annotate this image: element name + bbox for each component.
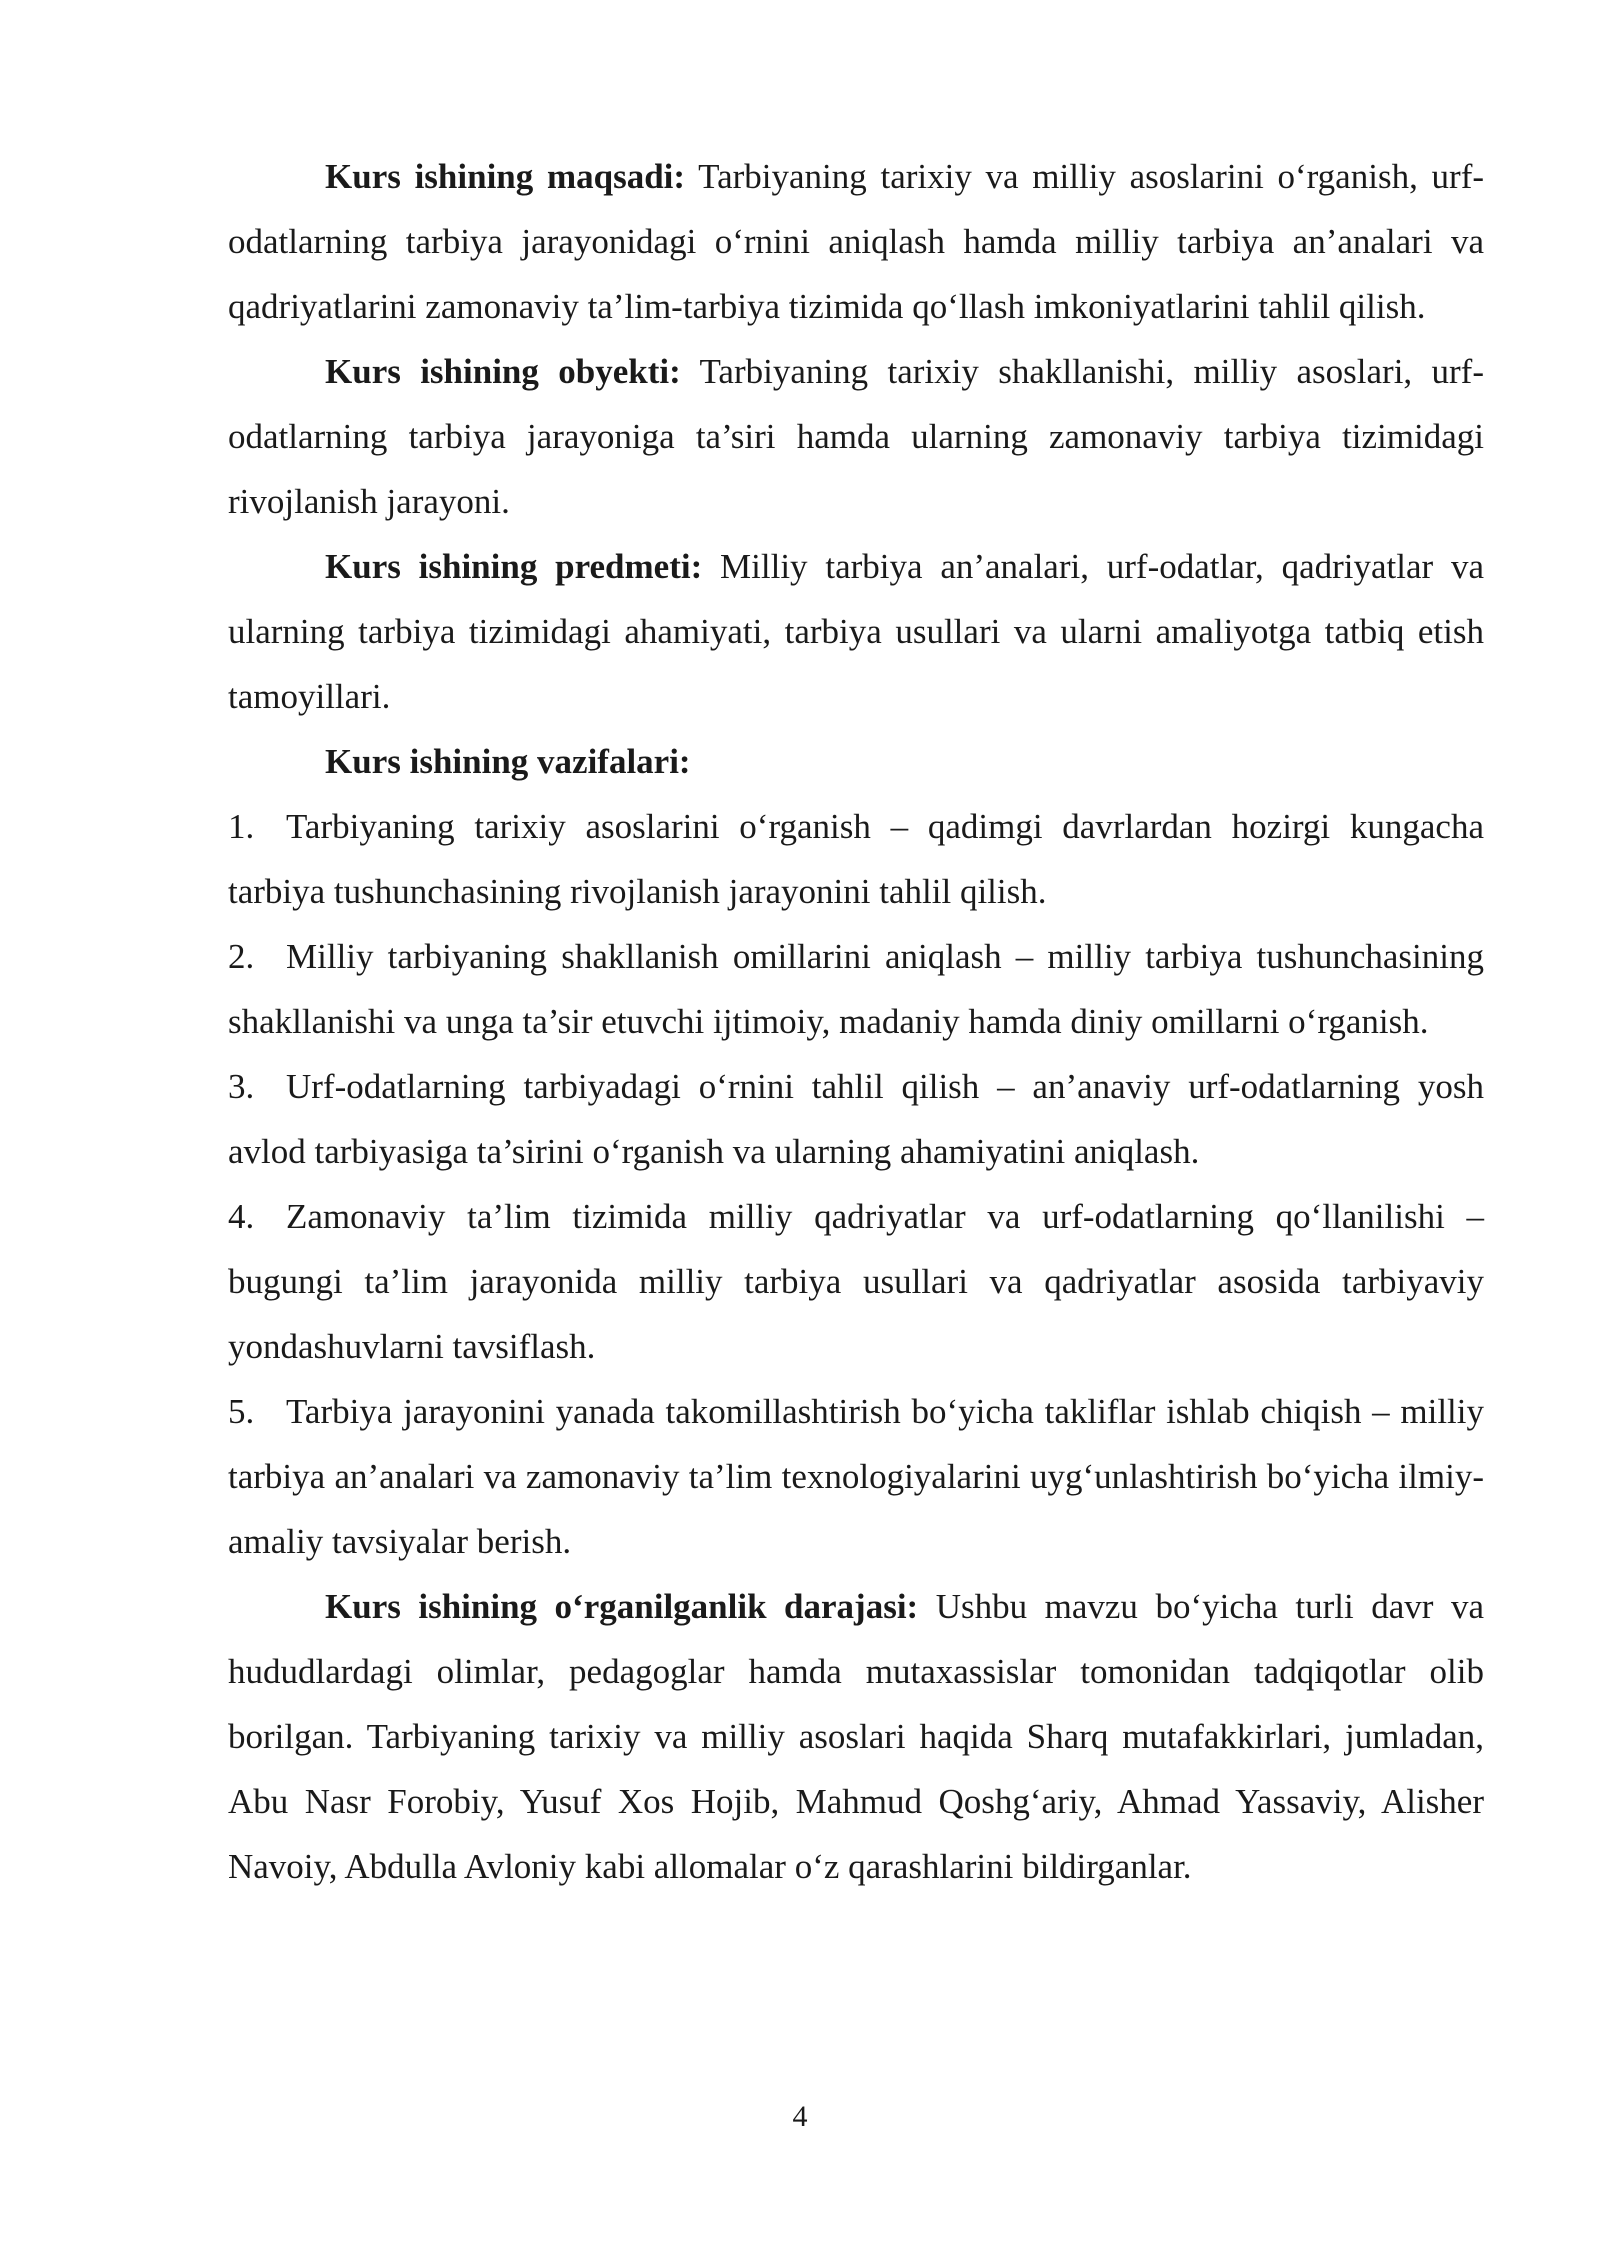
paragraph-label: Kurs ishining predmeti: [325, 547, 703, 586]
task-text: Milliy tarbiyaning shakllanish omillarini aniqlash – milliy tarbiya tushunchasining shakllanishi va unga ta’sir etuvchi ijtimoiy, madaniy hamda diniy omillarni o‘rganish. [228, 937, 1484, 1041]
task-item [228, 794, 1484, 924]
paragraph-label: Kurs ishining maqsadi: [325, 157, 686, 196]
task-text: Tarbiya jarayonini yanada takomillashtirish bo‘yicha takliflar ishlab chiqish – milliy tarbiya an’analari va zamonaviy ta’lim texnologiyalarini uyg‘unlashtirish bo‘yicha ilmiy-amaliy tavsiyalar berish. [228, 1392, 1484, 1561]
page-body [228, 144, 1484, 1899]
task-item [228, 924, 1484, 1054]
paragraph-label: Kurs ishining o‘rganilganlik darajasi: [325, 1587, 919, 1626]
task-item [228, 1184, 1484, 1379]
paragraph-text: Milliy tarbiya an’analari, urf-odatlar, qadriyatlar va ularning tarbiya tizimidagi ahamiyati, tarbiya usullari va ularni amaliyotga tatbiq etish tamoyillari. [228, 547, 1484, 716]
task-text: Urf-odatlarning tarbiyadagi o‘rnini tahlil qilish – an’anaviy urf-odatlarning yosh avlod tarbiyasiga ta’sirini o‘rganish va ularning ahamiyatini aniqlash. [228, 1067, 1484, 1171]
paragraph-text: Tarbiyaning tarixiy shakllanishi, milliy asoslari, urf-odatlarning tarbiya jarayoniga ta’siri hamda ularning zamonaviy tarbiya tizimidagi rivojlanish jarayoni. [228, 352, 1484, 521]
task-number: 4. [228, 1197, 255, 1236]
paragraph-label: Kurs ishining obyekti: [325, 352, 681, 391]
paragraph-predmet [228, 534, 1484, 729]
paragraph-text: Ushbu mavzu bo‘yicha turli davr va hududlardagi olimlar, pedagoglar hamda mutaxassislar tomonidan tadqiqotlar olib borilgan. Tarbiyaning tarixiy va milliy asoslari haqida Sharq mutafakkirlari, jumladan, Abu Nasr Forobiy, Yusuf Xos Hojib, Mahmud Qoshg‘ariy, Ahmad Yassaviy, Alisher Navoiy, Abdulla Avloniy kabi allomalar o‘z qarashlarini bildirganlar. [228, 1587, 1484, 1886]
task-text: Tarbiyaning tarixiy asoslarini o‘rganish – qadimgi davrlardan hozirgi kungacha tarbiya tushunchasining rivojlanish jarayonini tahlil qilish. [228, 807, 1484, 911]
paragraph-text: Tarbiyaning tarixiy va milliy asoslarini o‘rganish, urf-odatlarning tarbiya jarayonidagi o‘rnini aniqlash hamda milliy tarbiya an’analari va qadriyatlarini zamonaviy ta’lim-tarbiya tizimida qo‘llash imkoniyatlarini tahlil qilish. [228, 157, 1484, 326]
task-number: 3. [228, 1067, 255, 1106]
paragraph-organilganlik [228, 1574, 1484, 1899]
vazifalar-heading: Kurs ishining vazifalari: [325, 742, 691, 781]
task-item [228, 1054, 1484, 1184]
task-number: 2. [228, 937, 255, 976]
paragraph-maqsad [228, 144, 1484, 339]
task-text: Zamonaviy ta’lim tizimida milliy qadriyatlar va urf-odatlarning qo‘llanilishi – bugungi ta’lim jarayonida milliy tarbiya usullari va qadriyatlar asosida tarbiyaviy yondashuvlarni tavsiflash. [228, 1197, 1484, 1366]
task-item [228, 1379, 1484, 1574]
task-number: 5. [228, 1392, 255, 1431]
task-number: 1. [228, 807, 255, 846]
page-number: 4 [792, 2100, 808, 2133]
paragraph-obyekt [228, 339, 1484, 534]
